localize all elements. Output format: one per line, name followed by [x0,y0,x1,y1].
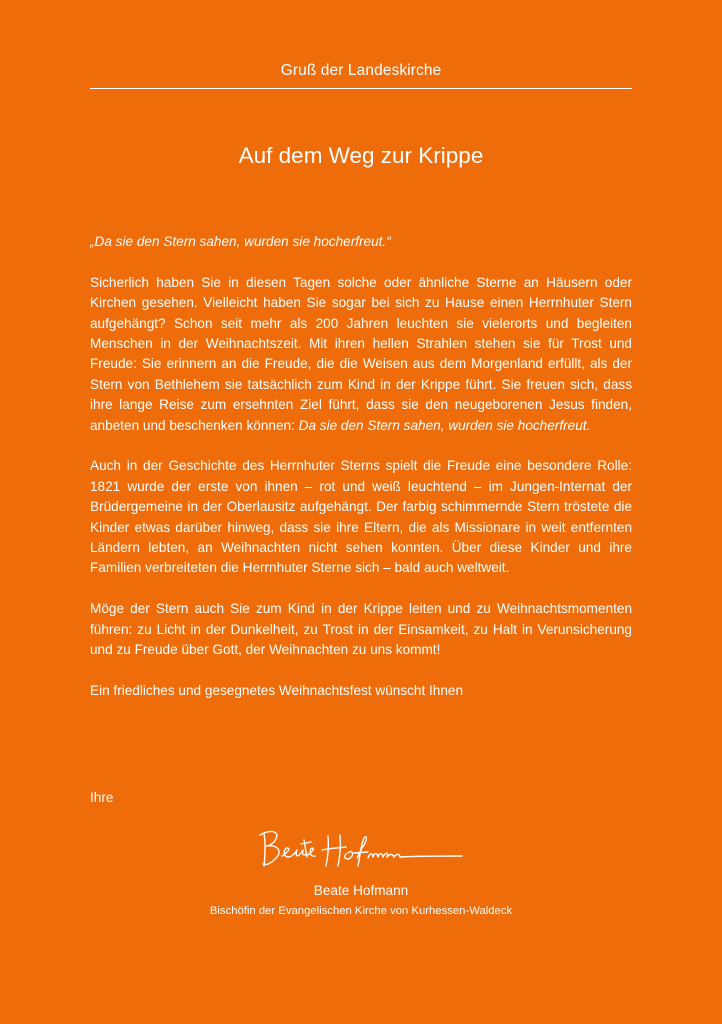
handwritten-signature [258,826,468,872]
letter-body [90,232,632,722]
paragraph-2: Auch in der Geschichte des Herrnhuter Sterns spielt die Freude eine besondere Rolle: 1821 wurde der erste von ihnen – rot und weiß leuchtend – im Jungen-Internat der Brüdergemeine in der Oberlausitz aufgehängt. Der farbig schimmernde Stern tröstete die Kinder etwas darüber hinweg, dass sie ihre Eltern, die als Missionare in weit entfernten Ländern lebten, an Weihnachten nicht sehen konnten. Über diese Kinder und ihre Familien verbreiteten die Herrnhuter Sterne sich – bald auch weltweit. [90,458,632,576]
signer-role: Bischöfin der Evangelischen Kirche von Kurhessen-Waldeck [209,905,513,917]
paragraph-1 [90,273,632,436]
paragraph-4: Ein friedliches und gesegnetes Weihnachtsfest wünscht Ihnen [90,682,464,698]
paragraph-1-quote: Da sie den Stern sahen, wurden sie hocherfreut. [298,417,591,433]
section-label: Gruß der Landeskirche [280,62,442,79]
motto-quote: „Da sie den Stern sahen, wurden sie hocherfreut.“ [90,234,391,249]
paragraph-1-text: Sicherlich haben Sie in diesen Tagen solche oder ähnliche Sterne an Häusern oder Kirchen gesehen. Vielleicht haben Sie sogar bei sich zu Hause einen Herrnhuter Stern aufgehängt? Schon seit mehr als 200 Jahren leuchten sie vielerorts und begleiten Menschen in der Weihnachtszeit. Mit ihren hellen Strahlen stehen sie für Trost und Freude: Sie erinnern an die Freude, die die Weisen aus dem Morgenland erfüllt, als der Stern von Bethlehem sie tatsächlich zum Kind in der Krippe führt. Sie freuen sich, dass ihre lange Reise zum ersehnten Ziel führt, dass sie den neugeborenen Jesus finden, anbeten und beschenken können: [90,274,632,433]
closing-salutation: Ihre [90,790,114,805]
header-divider [90,88,632,89]
paragraph-3: Möge der Stern auch Sie zum Kind in der Krippe leiten und zu Weihnachtsmomenten führen: zu Licht in der Dunkelheit, zu Trost in der Einsamkeit, zu Halt in Verunsicherung und zu Freude über Gott, der Weihnachten zu uns kommt! [90,601,632,658]
signer-name: Beate Hofmann [313,883,409,898]
page-title: Auf dem Weg zur Krippe [238,143,484,168]
